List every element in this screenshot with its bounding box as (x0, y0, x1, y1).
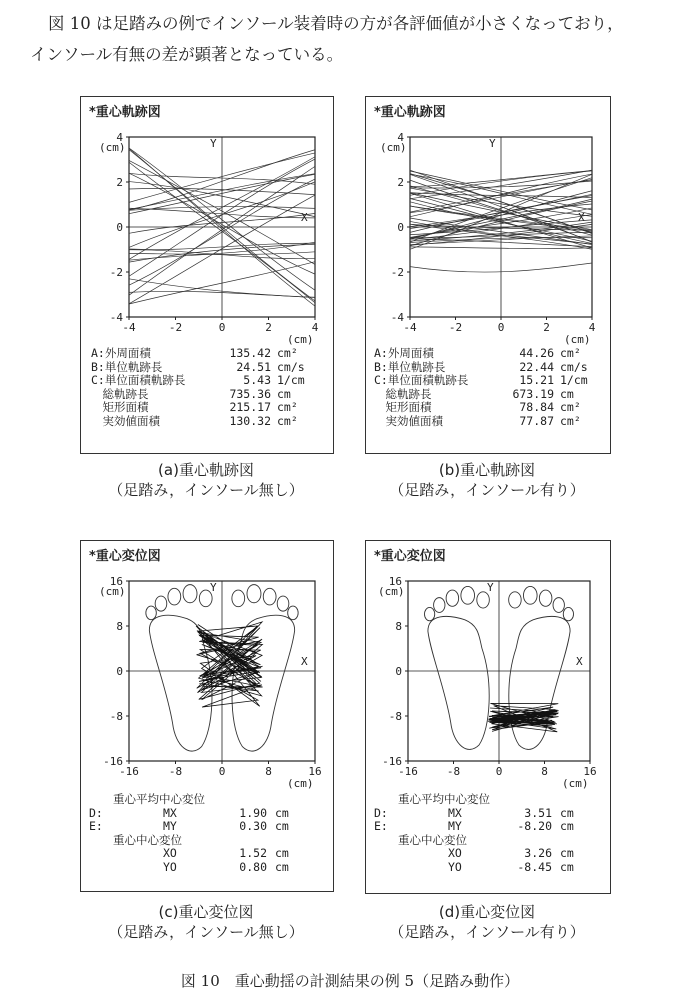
y-tick-label: 0 (397, 221, 404, 234)
displacement-scribble (196, 622, 263, 707)
stat-unit: cm (275, 846, 289, 860)
y-tick-label: -4 (109, 311, 123, 324)
stat-row (89, 820, 329, 834)
y-tick-label: 8 (116, 620, 123, 633)
panel-a-title: *重心軌跡図 (89, 105, 161, 120)
stat-unit: cm (275, 859, 289, 874)
stat-name: MY (448, 819, 462, 833)
stat-row (374, 388, 606, 402)
figure-caption: 図 10 重心動揺の計測結果の例 5（足踏み動作） (180, 972, 520, 990)
stat-label: A:外周面積 (91, 346, 151, 360)
y-tick-label: -8 (109, 710, 123, 723)
x-tick-label: 0 (495, 765, 503, 778)
panel-d-title: *重心変位図 (374, 549, 446, 564)
caption-a-line2: （足踏み，インソール無し） (108, 481, 304, 499)
stat-value: 78.84 (519, 400, 554, 414)
y-tick-label: -4 (390, 311, 404, 324)
stat-heading (89, 834, 329, 848)
caption-a-line1: (a)重心軌跡図 (158, 461, 254, 479)
stat-unit: cm (560, 805, 574, 820)
x-axis-name: X (576, 655, 583, 668)
stat-unit: cm (275, 819, 289, 833)
stat-value: 0.80 (239, 859, 267, 874)
panel-a-stats (91, 347, 331, 428)
stat-row (374, 347, 606, 361)
stat-unit: cm² (277, 346, 298, 360)
stat-value: -8.45 (517, 859, 552, 874)
stat-label: 総軌跡長 (91, 386, 149, 401)
stat-value: 44.26 (519, 346, 554, 360)
toe-outline (155, 596, 167, 611)
stat-unit: 1/cm (277, 373, 305, 387)
intro-line-1: 図 10 は足踏みの例でインソール装着時の方が各評価値が小さくなっており， (48, 14, 624, 33)
caption-c-line2: （足踏み，インソール無し） (108, 923, 304, 941)
y-unit-label: (cm) (99, 585, 126, 598)
stat-row (89, 861, 329, 875)
panel-b-stats (374, 347, 606, 428)
stat-row (91, 388, 331, 402)
stat-row (89, 807, 329, 821)
y-tick-label: 0 (116, 221, 123, 234)
caption-c (80, 902, 332, 942)
stat-unit: cm/s (560, 359, 588, 374)
stat-label: 総軌跡長 (374, 386, 432, 401)
y-tick-label: 8 (395, 620, 402, 633)
panel-c-stats (89, 793, 329, 874)
stat-value: 673.19 (512, 386, 554, 401)
y-tick-label: -16 (103, 755, 123, 768)
stat-unit: cm (560, 386, 574, 401)
stat-value: 5.43 (243, 373, 271, 387)
x-tick-label: 16 (308, 765, 322, 778)
toe-outline (477, 592, 490, 608)
toe-outline (199, 590, 212, 607)
stat-name: XO (448, 846, 462, 860)
stat-label: 実効値面積 (91, 413, 160, 428)
stat-heading-text: 重心中心変位 (113, 832, 182, 847)
stat-row (374, 807, 606, 821)
stat-unit: 1/cm (560, 373, 588, 387)
toe-outline (424, 607, 434, 620)
stat-label: B:単位軌跡長 (91, 359, 163, 374)
toe-outline (183, 585, 197, 603)
stat-unit: cm (560, 819, 574, 833)
y-unit-label: (cm) (380, 141, 407, 154)
stat-unit: cm² (277, 413, 298, 428)
x-tick-label: 4 (311, 321, 319, 334)
toe-outline (146, 606, 156, 620)
stat-row (89, 847, 329, 861)
x-tick-label: 8 (265, 765, 272, 778)
panel-c-plot (81, 541, 333, 789)
left-foot-outline (428, 616, 489, 749)
caption-b (365, 460, 609, 500)
stat-name: MX (448, 805, 462, 820)
stat-name: MY (163, 819, 177, 833)
stat-value: 130.32 (229, 413, 271, 428)
panel-b-trajectory (365, 96, 611, 454)
toe-outline (277, 596, 289, 611)
x-axis-name: X (578, 211, 585, 224)
panel-b-title: *重心軌跡図 (374, 105, 446, 120)
x-unit-label: (cm) (564, 333, 591, 346)
toe-outline (263, 588, 276, 605)
stat-label: D: (374, 805, 388, 820)
stat-unit: cm (275, 805, 289, 820)
stat-value: 1.90 (239, 805, 267, 820)
stat-value: 215.17 (229, 400, 271, 414)
panel-c-title: *重心変位図 (89, 549, 161, 564)
toe-outline (509, 592, 522, 608)
y-unit-label: (cm) (378, 585, 405, 598)
stat-label: C:単位面積軌跡長 (374, 373, 469, 387)
x-unit-label: (cm) (287, 777, 314, 790)
x-tick-label: 8 (541, 765, 548, 778)
toe-outline (232, 590, 245, 607)
toe-outline (168, 588, 181, 605)
stat-label: E: (374, 819, 388, 833)
stat-unit: cm (560, 859, 574, 874)
stat-row (91, 361, 331, 375)
x-tick-label: 16 (583, 765, 597, 778)
stat-value: 15.21 (519, 373, 554, 387)
stat-value: -8.20 (517, 819, 552, 833)
y-tick-label: 2 (116, 176, 123, 189)
caption-d (365, 902, 609, 942)
stat-value: 735.36 (229, 386, 271, 401)
stat-unit: cm² (277, 400, 298, 414)
stat-heading (89, 793, 329, 807)
panel-c-displacement (80, 540, 334, 892)
stat-row (374, 847, 606, 861)
panel-a-plot (81, 97, 333, 346)
y-tick-label: -16 (382, 755, 402, 768)
stat-row (374, 415, 606, 429)
toe-outline (461, 586, 475, 604)
stat-name: YO (448, 859, 462, 874)
y-tick-label: 0 (395, 665, 402, 678)
stat-unit: cm (560, 846, 574, 860)
toe-outline (539, 590, 552, 606)
stat-value: 22.44 (519, 359, 554, 374)
y-axis-name: Y (489, 137, 496, 150)
toe-outline (434, 598, 445, 613)
stat-unit: cm² (560, 413, 581, 428)
stat-heading-text: 重心中心変位 (398, 832, 467, 847)
x-axis-name: X (301, 211, 308, 224)
x-tick-label: -16 (119, 765, 139, 778)
y-axis-name: Y (210, 137, 217, 150)
caption-d-line2: （足踏み，インソール有り） (389, 923, 585, 941)
stat-value: 135.42 (229, 346, 271, 360)
stat-row (91, 401, 331, 415)
stat-unit: cm² (560, 346, 581, 360)
stat-row (91, 374, 331, 388)
stat-name: XO (163, 846, 177, 860)
stat-heading (374, 834, 606, 848)
stat-unit: cm (277, 386, 291, 401)
stat-unit: cm/s (277, 359, 305, 374)
x-unit-label: (cm) (287, 333, 314, 346)
x-tick-label: 4 (588, 321, 596, 334)
x-tick-label: -4 (403, 321, 417, 334)
x-tick-label: -16 (398, 765, 418, 778)
stat-row (374, 861, 606, 875)
x-tick-label: -2 (168, 321, 183, 334)
y-tick-label: -8 (388, 710, 402, 723)
stat-label: 実効値面積 (374, 413, 443, 428)
caption-a (80, 460, 332, 500)
y-tick-label: 0 (116, 665, 123, 678)
caption-b-line1: (b)重心軌跡図 (438, 461, 536, 479)
stat-name: MX (163, 805, 177, 820)
toe-outline (288, 606, 298, 620)
stat-label: B:単位軌跡長 (374, 359, 446, 374)
x-tick-label: -2 (448, 321, 463, 334)
stat-row (91, 415, 331, 429)
x-tick-label: 2 (543, 321, 550, 334)
toe-outline (553, 598, 564, 613)
caption-d-line1: (d)重心変位図 (438, 903, 536, 921)
x-unit-label: (cm) (562, 777, 589, 790)
stat-heading-text: 重心平均中心変位 (398, 792, 490, 806)
stat-value: 0.30 (239, 819, 267, 833)
panel-b-plot (366, 97, 610, 346)
stat-value: 24.51 (236, 359, 271, 374)
y-tick-label: 4 (397, 131, 404, 144)
stat-heading (374, 793, 606, 807)
x-tick-label: 0 (218, 765, 226, 778)
y-tick-label: 4 (116, 131, 123, 144)
toe-outline (446, 590, 459, 606)
stat-value: 77.87 (519, 413, 554, 428)
x-tick-label: -8 (168, 765, 183, 778)
y-tick-label: -2 (390, 266, 404, 279)
stat-unit: cm² (560, 400, 581, 414)
stat-row (374, 820, 606, 834)
stat-label: C:単位面積軌跡長 (91, 373, 186, 387)
y-axis-name: Y (487, 581, 494, 594)
stat-name: YO (163, 859, 177, 874)
stat-label: E: (89, 819, 103, 833)
panel-a-trajectory (80, 96, 334, 454)
caption-b-line2: （足踏み，インソール有り） (389, 481, 585, 499)
intro-paragraph (30, 8, 690, 70)
stat-label: 矩形面積 (91, 400, 149, 414)
right-foot-outline (232, 615, 295, 751)
scribble-path (196, 622, 263, 707)
x-tick-label: 0 (497, 321, 505, 334)
stat-label: A:外周面積 (374, 346, 434, 360)
x-tick-label: 2 (265, 321, 272, 334)
stat-row (91, 347, 331, 361)
panel-d-displacement (365, 540, 611, 894)
y-tick-label: -2 (109, 266, 123, 279)
stat-row (374, 361, 606, 375)
stat-label: D: (89, 805, 103, 820)
stat-row (374, 374, 606, 388)
y-unit-label: (cm) (99, 141, 126, 154)
stat-label: 矩形面積 (374, 400, 432, 414)
stat-heading-text: 重心平均中心変位 (113, 792, 205, 806)
y-tick-label: 16 (109, 575, 123, 588)
stat-value: 3.26 (524, 846, 552, 860)
caption-c-line1: (c)重心変位図 (158, 903, 254, 921)
panel-d-stats (374, 793, 606, 874)
x-tick-label: -4 (122, 321, 136, 334)
stat-row (374, 401, 606, 415)
toe-outline (523, 586, 537, 604)
x-tick-label: 0 (218, 321, 226, 334)
y-axis-name: Y (210, 581, 217, 594)
y-tick-label: 2 (397, 176, 404, 189)
toe-outline (247, 585, 261, 603)
intro-line-2: インソール有無の差が顕著となっている。 (30, 45, 344, 64)
toe-outline (563, 607, 573, 620)
stat-value: 1.52 (239, 846, 267, 860)
x-axis-name: X (301, 655, 308, 668)
x-tick-label: -8 (446, 765, 461, 778)
y-tick-label: 16 (388, 575, 402, 588)
panel-d-plot (366, 541, 610, 789)
stat-value: 3.51 (524, 805, 552, 820)
